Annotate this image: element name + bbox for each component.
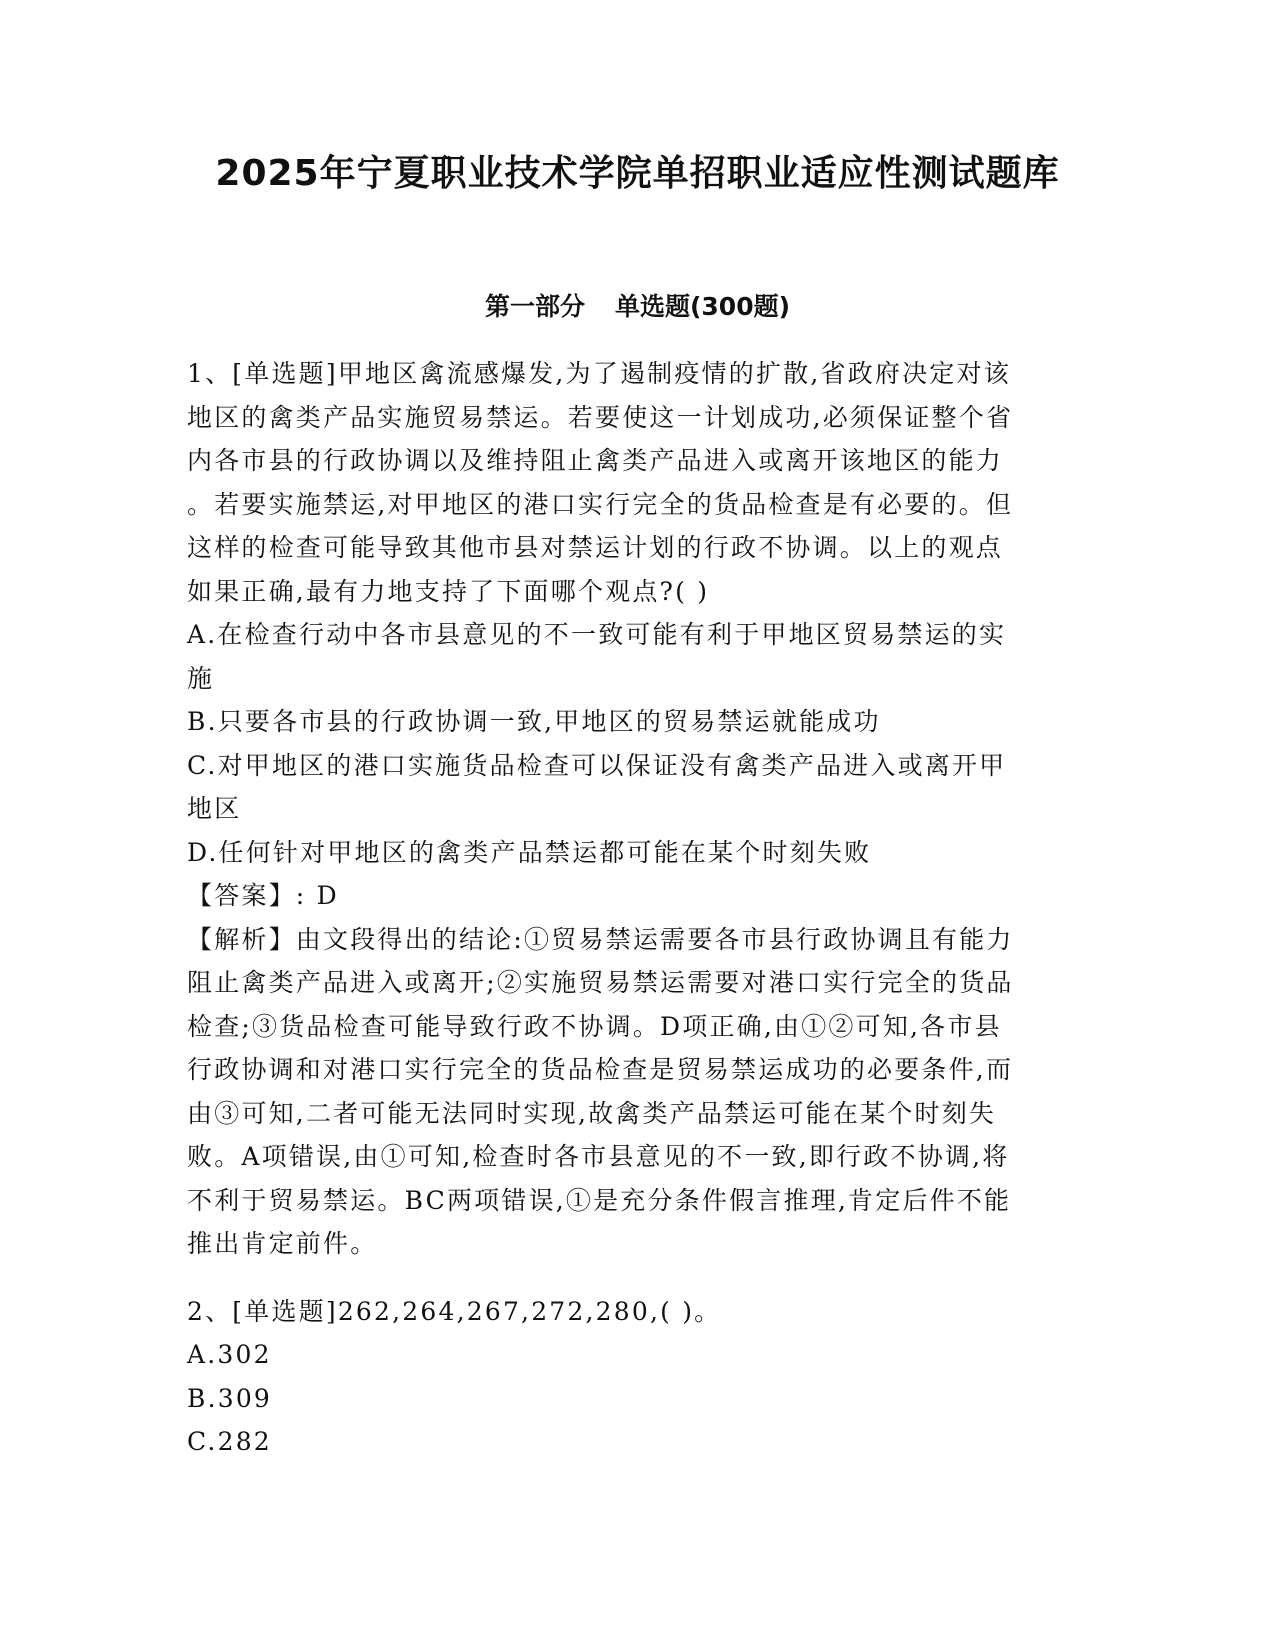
option-c: C.282	[187, 1427, 272, 1456]
option-d: D.任何针对甲地区的禽类产品禁运都可能在某个时刻失败	[187, 837, 872, 867]
question-1-options	[187, 613, 1087, 874]
analysis-line: 推出肯定前件。	[187, 1229, 378, 1258]
analysis-block	[187, 918, 1087, 1266]
question-2	[187, 1290, 1087, 1464]
analysis-line: 【解析】由文段得出的结论:①贸易禁运需要各市县行政协调且有能力	[187, 924, 1014, 954]
question-1-stem	[187, 352, 1087, 613]
analysis-line: 检查;③货品检查可能导致行政不协调。D项正确,由①②可知,各市县	[187, 1011, 1002, 1041]
question-2-stem: 2、[单选题]262,264,267,272,280,( )。	[187, 1296, 722, 1326]
option-c: C.对甲地区的港口实施货品检查可以保证没有禽类产品进入或离开甲	[187, 750, 1007, 780]
question-1	[187, 352, 1087, 1266]
analysis-line: 败。A项错误,由①可知,检查时各市县意见的不一致,即行政不协调,将	[187, 1142, 1010, 1171]
section-name-label: 单选题(300题)	[614, 292, 791, 321]
question-list	[187, 352, 1087, 1464]
analysis-line: 阻止禽类产品进入或离开;②实施贸易禁运需要对港口实行完全的货品	[187, 968, 1014, 997]
stem-line: 如果正确,最有力地支持了下面哪个观点?( )	[187, 576, 710, 606]
option-a-continued: 施	[187, 663, 215, 693]
section-heading	[0, 290, 1275, 324]
option-b: B.309	[187, 1383, 273, 1413]
answer-line: 【答案】: D	[187, 881, 339, 910]
option-a: A.在检查行动中各市县意见的不一致可能有利于甲地区贸易禁运的实	[187, 620, 1007, 649]
option-a: A.302	[187, 1340, 272, 1369]
analysis-line: 行政协调和对港口实行完全的货品检查是贸易禁运成功的必要条件,而	[187, 1055, 1014, 1084]
stem-line: 地区的禽类产品实施贸易禁运。若要使这一计划成功,必须保证整个省	[187, 402, 1014, 432]
option-c-continued: 地区	[187, 794, 242, 823]
stem-line: 1、[单选题]甲地区禽流感爆发,为了遏制疫情的扩散,省政府决定对该	[187, 359, 1011, 388]
stem-line: 。若要实施禁运,对甲地区的港口实行完全的货品检查是有必要的。但	[187, 489, 1014, 519]
stem-line: 这样的检查可能导致其他市县对禁运计划的行政不协调。以上的观点	[187, 533, 1004, 562]
analysis-line: 不利于贸易禁运。BC两项错误,①是充分条件假言推理,肯定后件不能	[187, 1185, 1012, 1215]
stem-line: 内各市县的行政协调以及维持阻止禽类产品进入或离开该地区的能力	[187, 446, 1004, 475]
option-b: B.只要各市县的行政协调一致,甲地区的贸易禁运就能成功	[187, 707, 881, 736]
document-title: 2025年宁夏职业技术学院单招职业适应性测试题库	[215, 153, 1060, 194]
section-part-label: 第一部分	[484, 292, 585, 321]
analysis-line: 由③可知,二者可能无法同时实现,故禽类产品禁运可能在某个时刻失	[187, 1098, 997, 1128]
